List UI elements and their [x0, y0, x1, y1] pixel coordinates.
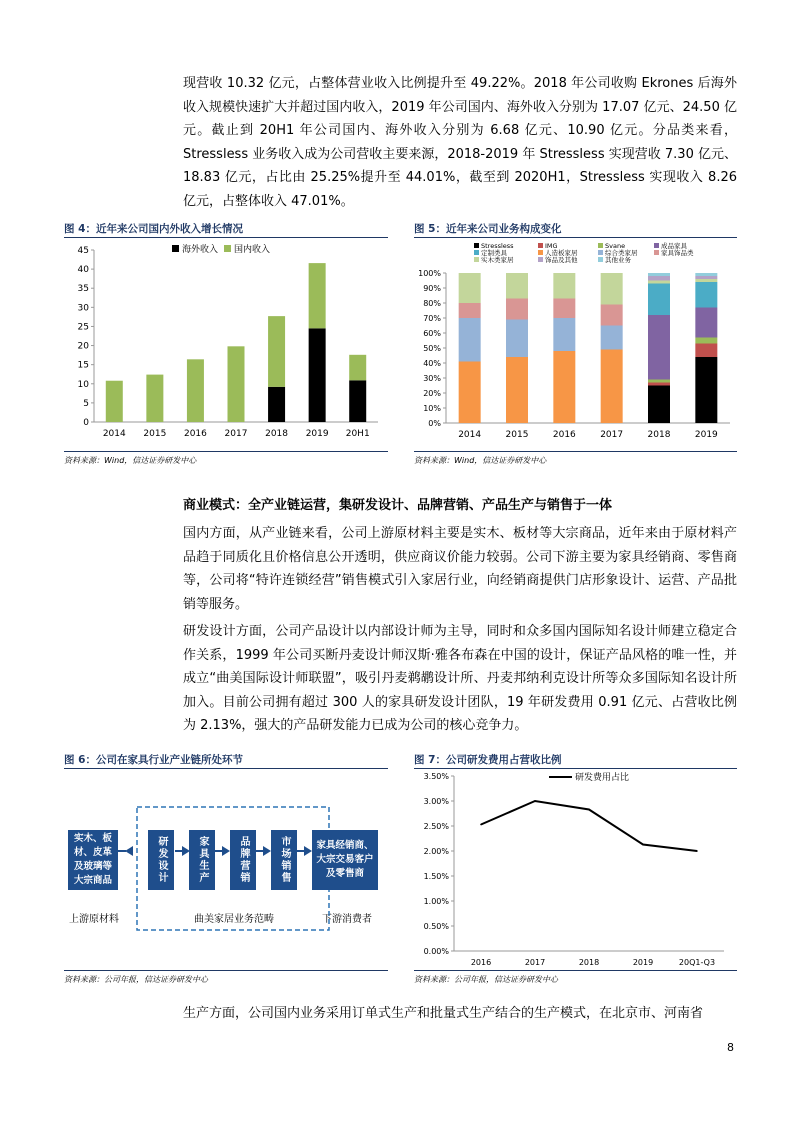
figure-7-chart — [414, 768, 737, 968]
y-tick-label: 90% — [423, 284, 441, 293]
bar-IMG-2018 — [648, 383, 670, 386]
x-tick-label: 2014 — [102, 429, 126, 439]
x-tick-label: 20H1 — [345, 429, 370, 439]
bar-人造板家居-2014 — [459, 362, 481, 424]
legend-label: 海外收入 — [182, 245, 219, 255]
bar-国内收入-20H1 — [349, 355, 366, 381]
legend-swatch — [538, 257, 543, 262]
bar-其他业务-2019 — [695, 273, 717, 276]
bar-定制类具-2018 — [648, 284, 670, 316]
y-tick-label: 10% — [423, 404, 441, 413]
rnd-ratio-point-2019 — [642, 844, 644, 846]
bar-Stressless-2019 — [695, 357, 717, 423]
bar-Stressless-2018 — [648, 386, 670, 424]
x-tick-label: 20Q1-Q3 — [678, 958, 716, 967]
figure-7-source: 资料来源：公司年报，信达证券研发中心 — [414, 975, 558, 984]
x-tick-label: 2015 — [505, 430, 529, 440]
y-tick-label: 70% — [423, 314, 441, 323]
bar-实木类家居-2014 — [459, 273, 481, 303]
y-tick-label: 2.00% — [423, 847, 449, 856]
y-tick-label: 45 — [77, 246, 89, 256]
bar-其他业务-2018 — [648, 273, 670, 276]
arrow-4 — [263, 846, 271, 856]
bar-国内收入-2015 — [146, 375, 163, 422]
step-market-sales: 市场销售 — [271, 830, 297, 890]
figure-6-title: 图 6：公司在家具行业产业链所处环节 — [64, 752, 388, 769]
x-tick-label: 2019 — [694, 430, 718, 440]
bar-国内收入-2017 — [228, 346, 245, 422]
legend-label: Stressless — [481, 242, 514, 250]
figure-4-bottom-rule — [64, 451, 388, 452]
bar-成品家具-2018 — [648, 315, 670, 380]
legend-label: 国内收入 — [234, 245, 271, 255]
y-tick-label: 1.50% — [423, 872, 449, 881]
y-tick-label: 2.50% — [423, 822, 449, 831]
legend-label: 其他业务 — [605, 256, 631, 264]
y-tick-label: 0.50% — [423, 922, 449, 931]
bar-家具饰品类-2016 — [553, 299, 575, 319]
y-tick-label: 20% — [423, 389, 441, 398]
legend-label: Svane — [605, 242, 626, 250]
legend-label: 成品家具 — [661, 242, 687, 250]
y-tick-label: 5 — [83, 398, 89, 409]
legend-label: 实木类家居 — [481, 256, 514, 264]
y-tick-label: 0% — [428, 419, 441, 428]
bar-家具饰品类-2014 — [459, 303, 481, 318]
rnd-paragraph: 研发设计方面，公司产品设计以内部设计师为主导，同时和众多国内国际知名设计师建立稳定合作关系，1999 年公司买断丹麦设计师汉斯·雅各布森在中国的设计，保证产品风格的唯一性，并成立“曲美国际设计师联盟”，吸引丹麦鹈鹕设计所、丹麦邦纳利克设计所等众多国际知名设计所加入。目前公司拥有超过 300 人的家具研发设计团队，19 年研发费用 0.91 亿元、占营收比例为 2.13%，强大的产品研发能力已成为公司的核心竞争力。 — [183, 624, 737, 733]
figure-5-bottom-rule — [414, 451, 737, 452]
rnd-ratio-point-20Q1-Q3 — [696, 850, 698, 852]
page-number: 8 — [727, 1041, 734, 1054]
figure-4-source: 资料来源：Wind，信达证券研发中心 — [64, 456, 197, 465]
x-tick-label: 2019 — [632, 958, 654, 967]
legend-swatch — [224, 245, 231, 252]
y-tick-label: 3.50% — [423, 772, 449, 781]
bar-饰品及其他-2019 — [695, 276, 717, 279]
x-tick-label: 2017 — [600, 430, 624, 440]
arrow-3 — [222, 846, 230, 856]
legend-label: IMG — [545, 242, 558, 250]
legend-swatch — [538, 250, 543, 255]
downstream-label: 下游消费者 — [322, 914, 372, 925]
bar-国内收入-2016 — [187, 359, 204, 422]
y-tick-label: 80% — [423, 299, 441, 308]
y-tick-label: 40% — [423, 359, 441, 368]
legend-swatch — [598, 250, 603, 255]
bar-海外收入-20H1 — [349, 380, 366, 422]
bar-定制类具-2019 — [695, 282, 717, 308]
legend-swatch — [474, 243, 479, 248]
bar-国内收入-2019 — [309, 263, 326, 328]
arrow-5 — [304, 846, 312, 856]
figure-4-title: 图 4：近年来公司国内外收入增长情况 — [64, 221, 388, 238]
domestic-paragraph: 国内方面，从产业链来看，公司上游原材料主要是实木、板材等大宗商品，近年来由于原材料产品趋于同质化且价格信息公开透明，供应商议价能力较弱。公司下游主要为家具经销商、零售商等，公司将“特许连锁经营”销售模式引入家居行业，向经销商提供门店形象设计、运营、产品批销等服务。 — [183, 526, 737, 612]
y-tick-label: 10 — [77, 379, 89, 390]
y-tick-label: 0.00% — [423, 947, 449, 956]
step-rnd-design: 研发设计 — [148, 830, 174, 890]
x-tick-label: 2018 — [578, 958, 600, 967]
rnd-ratio-point-2018 — [588, 809, 590, 811]
x-tick-label: 2018 — [647, 430, 671, 440]
legend-swatch — [654, 250, 659, 255]
bar-综合类家居-2015 — [506, 320, 528, 358]
legend-swatch — [654, 243, 659, 248]
y-tick-label: 30 — [77, 303, 89, 314]
step-brand-marketing: 品牌营销 — [230, 830, 256, 890]
legend-swatch — [474, 250, 479, 255]
bar-人造板家居-2016 — [553, 351, 575, 423]
y-tick-label: 25 — [77, 322, 89, 333]
x-tick-label: 2017 — [224, 429, 248, 439]
y-tick-label: 15 — [77, 360, 89, 371]
rnd-ratio-point-2016 — [480, 824, 482, 826]
y-tick-label: 60% — [423, 329, 441, 338]
figure-4-chart — [64, 238, 388, 448]
x-tick-label: 2016 — [552, 430, 576, 440]
bar-人造板家居-2015 — [506, 357, 528, 423]
legend-swatch — [172, 245, 179, 252]
bar-综合类家居-2014 — [459, 318, 481, 362]
figure-5-chart — [414, 238, 737, 448]
arrow-1 — [125, 846, 133, 856]
legend-swatch — [538, 243, 543, 248]
bar-实木类家居-2019 — [695, 279, 717, 282]
x-tick-label: 2014 — [458, 430, 482, 440]
upstream-box: 实木、板材、皮革及玻璃等大宗商品 — [68, 830, 118, 890]
bar-家具饰品类-2015 — [506, 299, 528, 320]
x-tick-label: 2019 — [305, 429, 329, 439]
y-tick-label: 20 — [77, 341, 89, 352]
company-scope-label: 曲美家居业务范畴 — [194, 914, 274, 925]
bar-成品家具-2019 — [695, 308, 717, 338]
figure-6-bottom-rule — [64, 970, 388, 971]
legend-label: 研发费用占比 — [575, 773, 630, 783]
figure-6-source: 资料来源：公司年报，信达证券研发中心 — [64, 975, 208, 984]
x-tick-label: 2017 — [524, 958, 546, 967]
y-tick-label: 40 — [77, 265, 89, 276]
bar-实木类家居-2018 — [648, 281, 670, 284]
bar-国内收入-2018 — [268, 316, 285, 387]
bar-综合类家居-2016 — [553, 318, 575, 351]
legend-swatch — [598, 257, 603, 262]
bar-人造板家居-2017 — [601, 350, 623, 424]
bar-实木类家居-2016 — [553, 273, 575, 299]
legend-label: 综合类家居 — [605, 249, 638, 257]
legend-label: 人造板家居 — [545, 249, 578, 257]
step-production: 家具生产 — [189, 830, 215, 890]
bar-Svane-2018 — [648, 380, 670, 383]
bar-国内收入-2014 — [106, 381, 123, 422]
section-title: 商业模式：全产业链运营，集研发设计、品牌营销、产品生产与销售于一体 — [183, 498, 613, 513]
production-paragraph: 生产方面，公司国内业务采用订单式生产和批量式生产结合的生产模式，在北京市、河南省 — [183, 1006, 704, 1021]
figure-7-bottom-rule — [414, 970, 737, 971]
bar-IMG-2019 — [695, 344, 717, 358]
y-tick-label: 35 — [77, 284, 89, 295]
bar-实木类家居-2017 — [601, 273, 623, 305]
y-tick-label: 1.00% — [423, 897, 449, 906]
x-tick-label: 2016 — [470, 958, 492, 967]
legend-label: 定制类具 — [481, 249, 507, 257]
figure-7-title: 图 7：公司研发费用占营收比例 — [414, 752, 737, 769]
legend-label: 家具饰品类 — [661, 249, 694, 257]
rnd-ratio-point-2017 — [534, 800, 536, 802]
y-tick-label: 100% — [418, 269, 441, 278]
y-tick-label: 3.00% — [423, 797, 449, 806]
legend-label: 饰品及其他 — [545, 256, 578, 264]
x-tick-label: 2016 — [183, 429, 207, 439]
bar-综合类家居-2017 — [601, 326, 623, 350]
x-tick-label: 2015 — [143, 429, 167, 439]
y-tick-label: 30% — [423, 374, 441, 383]
y-tick-label: 50% — [423, 344, 441, 353]
rnd-ratio-line — [481, 801, 697, 851]
legend-swatch — [474, 257, 479, 262]
bar-饰品及其他-2018 — [648, 276, 670, 281]
bar-家具饰品类-2017 — [601, 305, 623, 326]
intro-paragraph: 现营收 10.32 亿元，占整体营业收入比例提升至 49.22%。2018 年公司收购 Ekrones 后海外收入规模快速扩大并超过国内收入，2019 年公司国内、海外收入分别为 17.07 亿元、24.50 亿元。截止到 20H1 年公司国内、海外收入分别为 6.68 亿元、10.90 亿元。分品类来看，Stressless 业务收入成为公司营收主要来源，2018-2019 年 Stressless 实现营收 7.30 亿元、18.83 亿元，占比由 25.25%提升至 44.01%，截至到 2020H1，Stressless 实现收入 8.26 亿元，占整体收入 47.01%。 — [183, 76, 737, 209]
bar-实木类家居-2015 — [506, 273, 528, 299]
bar-海外收入-2018 — [268, 387, 285, 422]
x-tick-label: 2018 — [265, 429, 289, 439]
figure-5-source: 资料来源：Wind，信达证券研发中心 — [414, 456, 547, 465]
downstream-box: 家具经销商、大宗交易客户及零售商 — [312, 830, 378, 890]
figure-5-title: 图 5：近年来公司业务构成变化 — [414, 221, 737, 238]
industry-chain-diagram — [64, 770, 388, 970]
bar-海外收入-2019 — [309, 328, 326, 422]
bar-Svane-2019 — [695, 338, 717, 344]
upstream-label: 上游原材料 — [69, 914, 119, 925]
legend-swatch — [598, 243, 603, 248]
y-tick-label: 0 — [83, 418, 89, 428]
